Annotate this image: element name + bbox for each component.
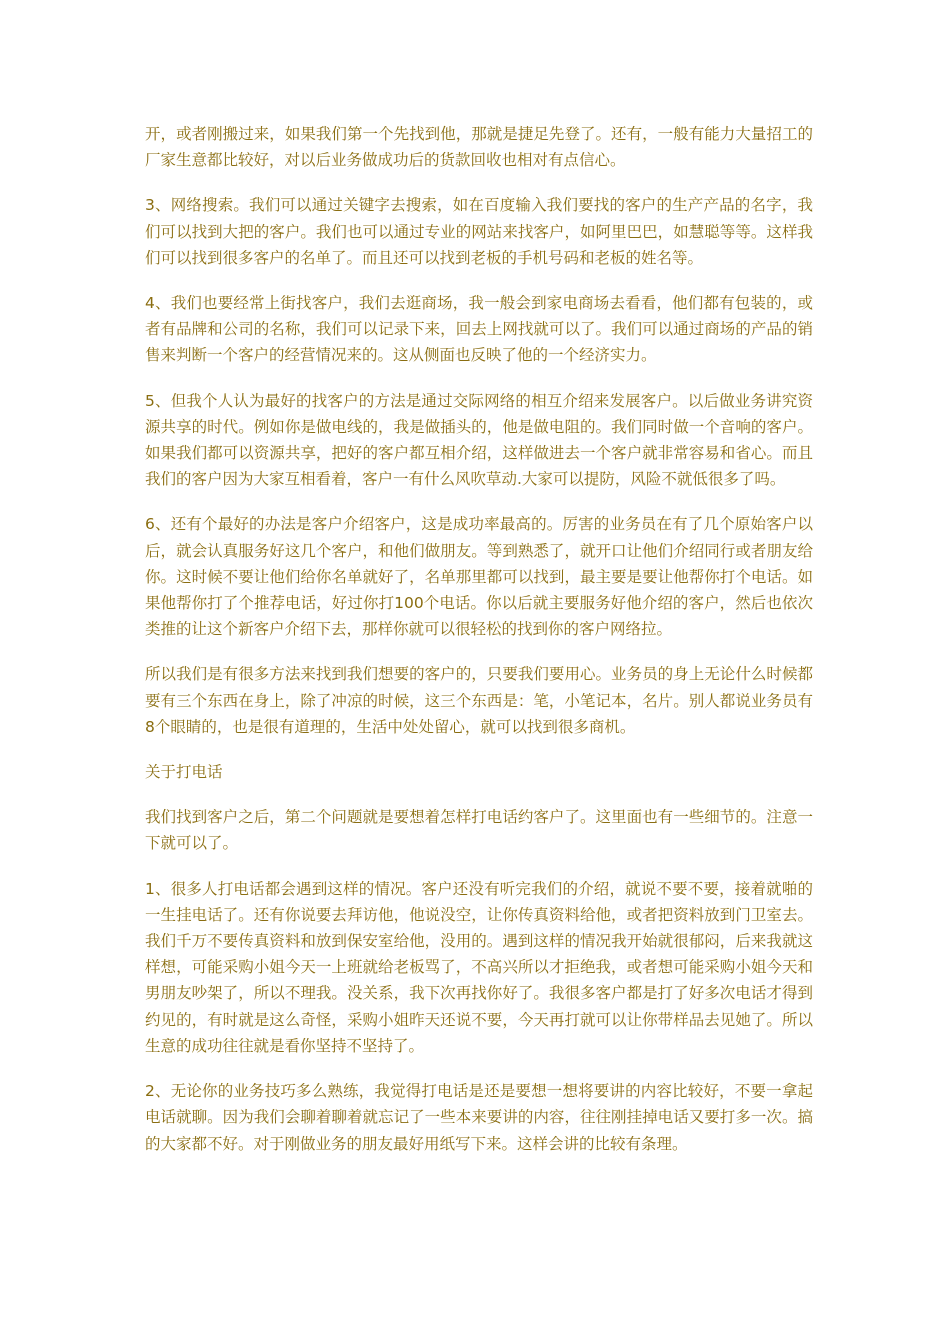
paragraph-continuation: 开，或者刚搬过来，如果我们第一个先找到他，那就是捷足先登了。还有，一般有能力大量招工的厂家生意都比较好，对以后业务做成功后的货款回收也相对有点信心。 [145, 125, 813, 170]
paragraph-item-6-client-referral: 6、还有个最好的办法是客户介绍客户，这是成功率最高的。厉害的业务员在有了几个原始客户以后，就会认真服务好这几个客户，和他们做朋友。等到熟悉了，就开口让他们介绍同行或者朋友给你。这时候不要让他们给你名单就好了，名单那里都可以找到，最主要是要让他帮你打个电话。如果他帮你打了个推荐电话，好过你打100个电话。你以后就主要服务好他介绍的客户，然后也依次类推的让这个新客户介绍下去，那样你就可以很轻松的找到你的客户网络拉。 [145, 515, 813, 639]
paragraph-summary: 所以我们是有很多方法来找到我们想要的客户的，只要我们要用心。业务员的身上无论什么时候都要有三个东西在身上，除了冲凉的时候，这三个东西是：笔，小笔记本，名片。别人都说业务员有8个眼睛的，也是很有道理的，生活中处处留心，就可以找到很多商机。 [145, 665, 813, 736]
section-heading: 关于打电话 [145, 763, 223, 782]
paragraph-phone-item-1: 1、很多人打电话都会遇到这样的情况。客户还没有听完我们的介绍，就说不要不要，接着就啪的一生挂电话了。还有你说要去拜访他，他说没空，让你传真资料给他，或者把资料放到门卫室去。我们千万不要传真资料和放到保安室给他，没用的。遇到这样的情况我开始就很郁闷，后来我就这样想，可能采购小姐今天一上班就给老板骂了，不高兴所以才拒绝我，或者想可能采购小姐今天和男朋友吵架了，所以不理我。没关系，我下次再找你好了。我很多客户都是打了好多次电话才得到约见的，有时就是这么奇怪，采购小姐昨天还说不要，今天再打就可以让你带样品去见她了。所以生意的成功往往就是看你坚持不坚持了。 [145, 879, 813, 1055]
paragraph-intro-phone: 我们找到客户之后，第二个问题就是要想着怎样打电话约客户了。这里面也有一些细节的。注意一下就可以了。 [145, 808, 813, 853]
paragraph-item-5-network-referral: 5、但我个人认为最好的找客户的方法是通过交际网络的相互介绍来发展客户。以后做业务讲究资源共享的时代。例如你是做电线的，我是做插头的，他是做电阻的。我们同时做一个音响的客户。如果我们都可以资源共享，把好的客户都互相介绍，这样做进去一个客户就非常容易和省心。而且我们的客户因为大家互相看着，客户一有什么风吹草动.大家可以提防，风险不就低很多了吗。 [145, 391, 813, 489]
paragraph-item-4-street-search: 4、我们也要经常上街找客户，我们去逛商场，我一般会到家电商场去看看，他们都有包装的，或者有品牌和公司的名称，我们可以记录下来，回去上网找就可以了。我们可以通过商场的产品的销售来判断一个客户的经营情况来的。这从侧面也反映了他的一个经济实力。 [145, 294, 813, 365]
document-body [145, 121, 813, 1176]
paragraph-item-3-web-search: 3、网络搜索。我们可以通过关键字去搜索，如在百度输入我们要找的客户的生产产品的名字，我们可以找到大把的客户。我们也可以通过专业的网站来找客户，如阿里巴巴，如慧聪等等。这样我们可以找到很多客户的名单了。而且还可以找到老板的手机号码和老板的姓名等。 [145, 196, 813, 267]
paragraph-phone-item-2: 2、无论你的业务技巧多么熟练，我觉得打电话是还是要想一想将要讲的内容比较好，不要一拿起电话就聊。因为我们会聊着聊着就忘记了一些本来要讲的内容，往往刚挂掉电话又要打多一次。搞的大家都不好。对于刚做业务的朋友最好用纸写下来。这样会讲的比较有条理。 [145, 1082, 813, 1153]
